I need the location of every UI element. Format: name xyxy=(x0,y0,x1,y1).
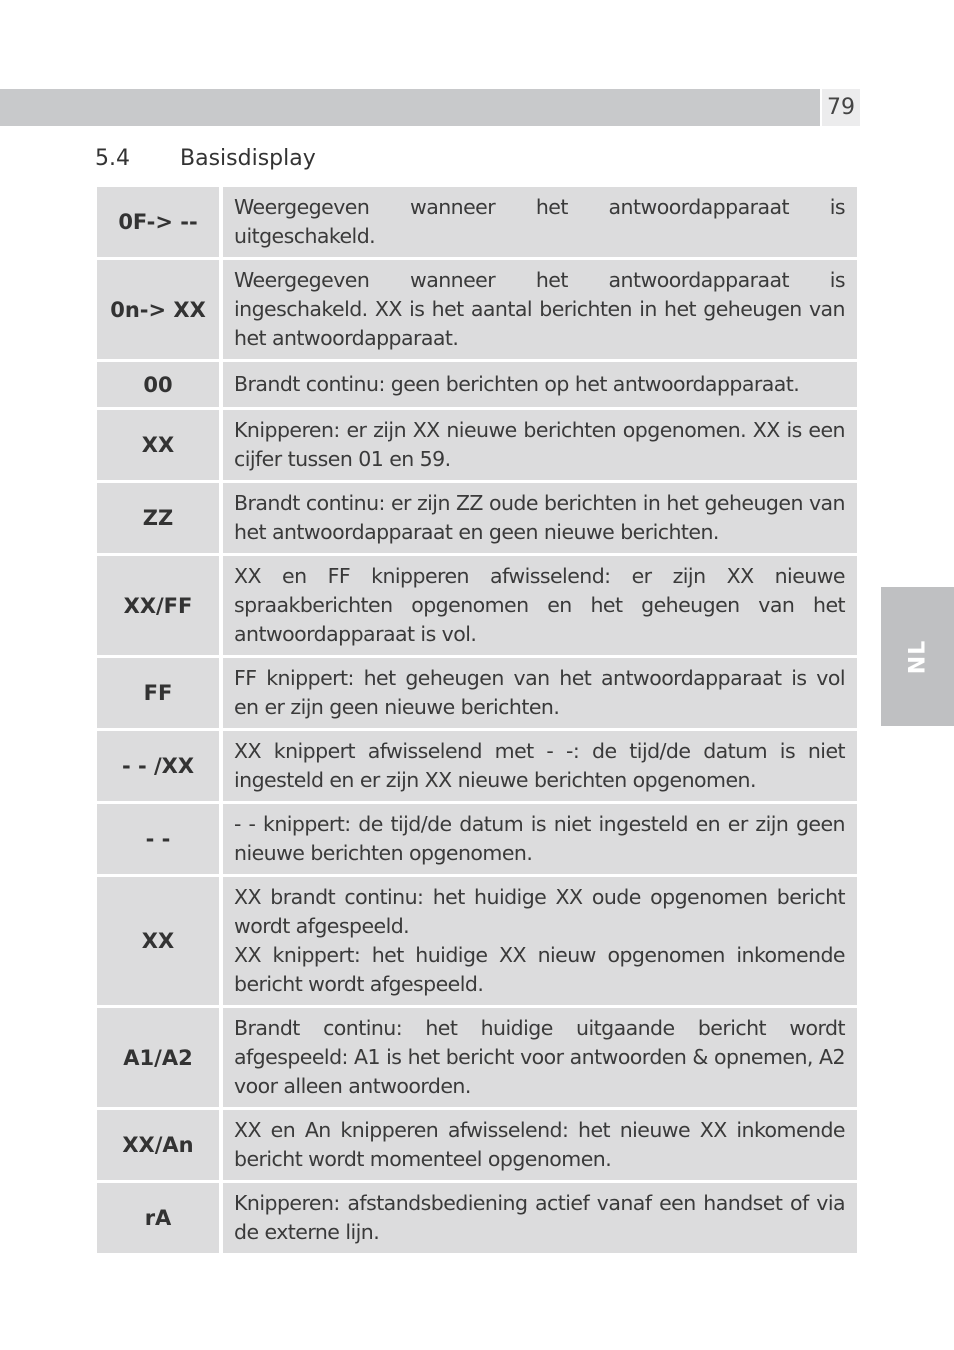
table-row xyxy=(97,1008,857,1110)
description-text: Brandt continu: het huidige uitgaande bericht wordt afgespeeld: A1 is het bericht voor antwoorden & opnemen, A2 voor alleen antwoorden. xyxy=(234,1016,845,1098)
display-description xyxy=(223,410,857,483)
display-code: FF xyxy=(97,658,223,731)
table-row xyxy=(97,877,857,1008)
display-description xyxy=(223,362,857,410)
display-code: - - /XX xyxy=(97,731,223,804)
display-code: rA xyxy=(97,1183,223,1256)
language-tab-label: NL xyxy=(905,639,930,674)
description-text: XX en FF knipperen afwisselend: er zijn XX nieuwe spraakberichten opgenomen en het geheugen van het antwoordapparaat is vol. xyxy=(234,564,845,646)
table-row xyxy=(97,804,857,877)
table-row xyxy=(97,483,857,556)
description-text: Weergegeven wanneer het antwoordapparaat is uitgeschakeld. xyxy=(234,195,845,248)
table-body xyxy=(97,187,857,1256)
display-code: A1/A2 xyxy=(97,1008,223,1110)
description-text: XX brandt continu: het huidige XX oude opgenomen bericht wordt afgespeeld. xyxy=(234,885,845,938)
display-code: 00 xyxy=(97,362,223,410)
display-description xyxy=(223,483,857,556)
description-text: XX en An knipperen afwisselend: het nieuwe XX inkomende bericht wordt momenteel opgenomen. xyxy=(234,1118,845,1171)
table-row xyxy=(97,260,857,362)
table-row xyxy=(97,731,857,804)
display-description xyxy=(223,1183,857,1256)
table-row xyxy=(97,658,857,731)
display-description xyxy=(223,804,857,877)
display-code: XX/An xyxy=(97,1110,223,1183)
display-code: 0F-> -- xyxy=(97,187,223,260)
display-description xyxy=(223,1008,857,1110)
display-code: XX xyxy=(97,410,223,483)
description-text: Brandt continu: geen berichten op het antwoordapparaat. xyxy=(234,372,800,396)
display-description xyxy=(223,260,857,362)
description-text: - - knippert: de tijd/de datum is niet ingesteld en er zijn geen nieuwe berichten opgenomen. xyxy=(234,812,845,865)
header-band xyxy=(0,89,820,126)
display-code: 0n-> XX xyxy=(97,260,223,362)
description-text: Weergegeven wanneer het antwoordapparaat is ingeschakeld. XX is het aantal berichten in het geheugen van het antwoordapparaat. xyxy=(234,268,845,350)
display-code: XX xyxy=(97,877,223,1008)
table-row xyxy=(97,187,857,260)
display-description xyxy=(223,877,857,1008)
description-text: Knipperen: er zijn XX nieuwe berichten opgenomen. XX is een cijfer tussen 01 en 59. xyxy=(234,418,845,471)
description-text: XX knippert afwisselend met - -: de tijd/de datum is niet ingesteld en er zijn XX nieuwe berichten opgenomen. xyxy=(234,739,845,792)
display-code: ZZ xyxy=(97,483,223,556)
display-description xyxy=(223,658,857,731)
display-code: XX/FF xyxy=(97,556,223,658)
table-row xyxy=(97,410,857,483)
section-number: 5.4 xyxy=(95,146,130,171)
page-number: 79 xyxy=(820,89,860,126)
display-description xyxy=(223,731,857,804)
description-text: FF knippert: het geheugen van het antwoordapparaat is vol en er zijn geen nieuwe berichten. xyxy=(234,666,845,719)
section-title: Basisdisplay xyxy=(180,146,316,171)
description-text: Knipperen: afstandsbediening actief vanaf een handset of via de externe lijn. xyxy=(234,1191,845,1244)
table-row xyxy=(97,362,857,410)
display-code: - - xyxy=(97,804,223,877)
display-description xyxy=(223,187,857,260)
table-row xyxy=(97,556,857,658)
table-row xyxy=(97,1110,857,1183)
language-tab xyxy=(881,587,954,726)
display-description xyxy=(223,556,857,658)
display-codes-table xyxy=(97,187,857,1256)
description-text: XX knippert: het huidige XX nieuw opgenomen inkomende bericht wordt afgespeeld. xyxy=(234,943,845,996)
display-description xyxy=(223,1110,857,1183)
table-row xyxy=(97,1183,857,1256)
description-text: Brandt continu: er zijn ZZ oude berichten in het geheugen van het antwoordapparaat en geen nieuwe berichten. xyxy=(234,491,845,544)
